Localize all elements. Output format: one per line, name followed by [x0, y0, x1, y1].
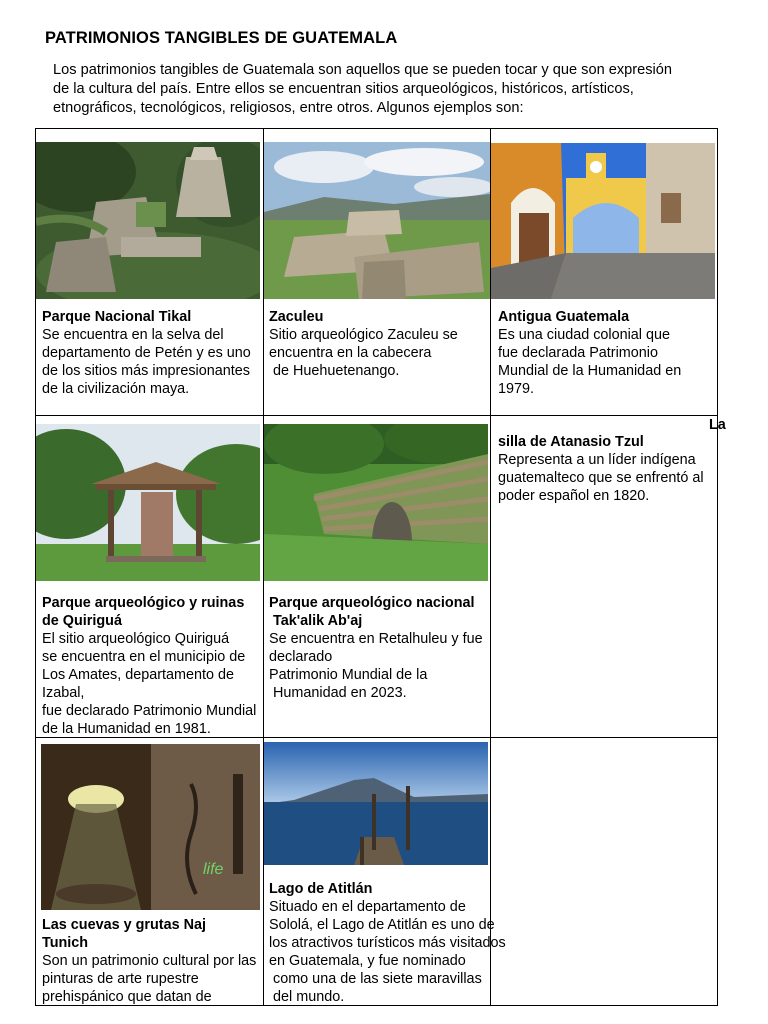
cell-desc-line: pinturas de arte rupestre [42, 971, 199, 987]
cell-desc-line: de los sitios más impresionantes [42, 363, 250, 379]
cell-name: de Quiriguá [42, 613, 122, 629]
cell-desc-line: Son un patrimonio cultural por las [42, 953, 257, 969]
cell-desc-line: se encuentra en el municipio de [42, 649, 246, 665]
cell-desc-line: guatemalteco que se enfrentó al [498, 470, 704, 486]
cell-name: Parque Nacional Tikal [42, 309, 192, 325]
page-title: PATRIMONIOS TANGIBLES DE GUATEMALA [45, 29, 398, 47]
cell-desc-line: departamento de Petén y es uno [42, 345, 251, 361]
cell-desc-line: Humanidad en 2023. [269, 685, 407, 701]
cell-desc-line: fue declarada Patrimonio [498, 345, 658, 361]
cell-name: Lago de Atitlán [269, 881, 373, 897]
cell-name: Tak'alik Ab'aj [269, 613, 363, 629]
antigua-photo [491, 143, 715, 299]
cell-desc-line: Es una ciudad colonial que [498, 327, 671, 343]
cell-atanasio [498, 433, 704, 505]
intro-paragraph [53, 61, 713, 118]
takalik-photo [264, 424, 488, 581]
cell-desc-line: encuentra en la cabecera [269, 345, 432, 361]
cell-name: Tunich [42, 935, 89, 951]
quirigua-photo [36, 424, 260, 581]
cell-desc-line: El sitio arqueológico Quiriguá [42, 631, 230, 647]
intro-line: de la cultura del país. Entre ellos se encuentran sitios arqueológicos, históricos, artísticos, [53, 81, 634, 97]
cell-desc-line: Se encuentra en Retalhuleu y fue [269, 631, 483, 647]
intro-line: etnográficos, tecnológicos, religiosos, entre otros. Algunos ejemplos son: [53, 100, 524, 116]
cell-desc-line: Sololá, el Lago de Atitlán es uno de [269, 917, 495, 933]
cell-desc-line: Patrimonio Mundial de la [269, 667, 428, 683]
cell-name: Las cuevas y grutas Naj [42, 917, 206, 933]
cell-name-prefix: La [709, 417, 726, 433]
cell-name: Parque arqueológico y ruinas [42, 595, 245, 611]
cell-desc-line: como una de las siete maravillas [269, 971, 482, 987]
cell-desc-line: poder español en 1820. [498, 488, 650, 504]
cell-desc-line: prehispánico que datan de [42, 989, 212, 1005]
cell-desc-line: de la Humanidad en 1981. [42, 721, 211, 737]
cell-desc-line: Representa a un líder indígena [498, 452, 696, 468]
cell-desc-line: los atractivos turísticos más visitados [269, 935, 506, 951]
cell-quirigua [42, 594, 256, 738]
zaculeu-photo [264, 142, 490, 299]
cell-desc-line: Sitio arqueológico Zaculeu se [269, 327, 458, 343]
cell-atitlan [269, 880, 506, 1006]
cell-desc-line: en Guatemala, y fue nominado [269, 953, 466, 969]
photo-caption: life [203, 861, 224, 878]
cell-tikal [42, 308, 251, 398]
cell-desc-line: de la civilización maya. [42, 381, 190, 397]
cell-desc-line: declarado [269, 649, 333, 665]
cell-desc-line: Los Amates, departamento de [42, 667, 234, 683]
cell-desc-line: Izabal, [42, 685, 85, 701]
table-divider [36, 415, 717, 416]
cell-naj-tunich [42, 916, 256, 1006]
cell-antigua [498, 308, 681, 398]
cell-desc-line: Se encuentra en la selva del [42, 327, 224, 343]
cell-desc-line: del mundo. [269, 989, 345, 1005]
cell-desc-line: 1979. [498, 381, 535, 397]
naj-tunich-photo [41, 744, 260, 910]
cell-desc-line: Mundial de la Humanidad en [498, 363, 682, 379]
cell-name: silla de Atanasio Tzul [498, 434, 644, 450]
intro-line: Los patrimonios tangibles de Guatemala son aquellos que se pueden tocar y que son expresión [53, 62, 673, 78]
cell-zaculeu [269, 308, 458, 380]
cell-desc-line: Situado en el departamento de [269, 899, 466, 915]
cell-name: Parque arqueológico nacional [269, 595, 475, 611]
cell-desc-line: de Huehuetenango. [269, 363, 400, 379]
tikal-photo [36, 142, 260, 299]
atitlan-photo [264, 742, 488, 865]
cell-name: Antigua Guatemala [498, 309, 630, 325]
cell-takalik [269, 594, 483, 702]
cell-name: Zaculeu [269, 309, 324, 325]
cell-desc-line: fue declarado Patrimonio Mundial [42, 703, 257, 719]
